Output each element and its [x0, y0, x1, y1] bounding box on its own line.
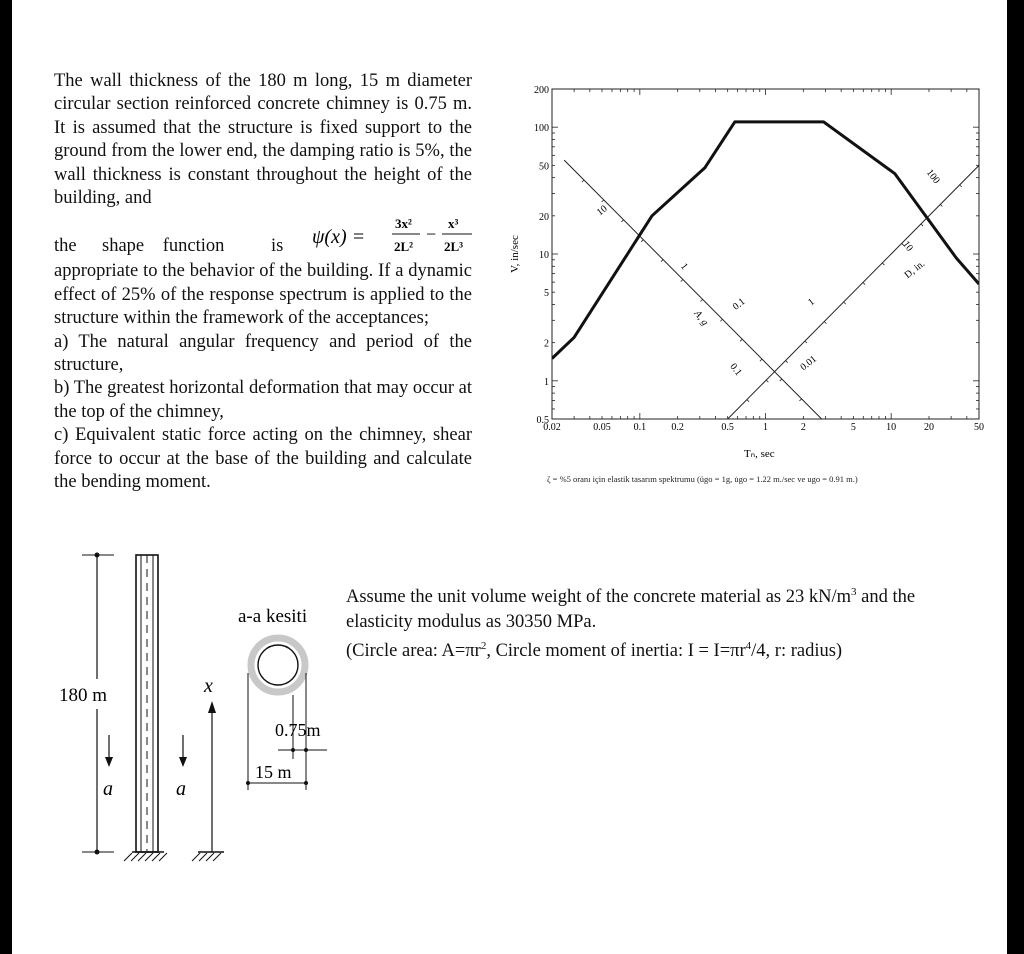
acceleration-axis-title: A, g	[691, 308, 711, 328]
shape-function-equation	[312, 210, 482, 260]
equation-t1-den: 2L²	[394, 239, 414, 255]
shape-function-line	[54, 210, 472, 260]
spectrum-curve	[552, 122, 979, 359]
assumption-2-text-mid: , Circle moment of inertia: I = I=πr	[486, 641, 746, 662]
acceleration-axis-tick	[602, 200, 604, 202]
x-tick-label: 2	[800, 422, 806, 433]
diameter-mark-right	[304, 781, 308, 785]
y-tick-label: 10	[539, 250, 549, 261]
section-label-a-left: a	[103, 778, 113, 800]
acceleration-axis-tick	[641, 240, 643, 242]
displacement-axis-tick	[805, 341, 807, 343]
x-tick-label: 20	[923, 422, 934, 433]
y-tick-label: 50	[539, 161, 549, 173]
question-c: c) Equivalent static force acting on the chimney, shear force to occur at the base of the building and calculate the bending moment.	[54, 425, 472, 493]
acceleration-axis-tick	[799, 399, 801, 401]
y-tick-label: 20	[539, 211, 549, 223]
thickness-label: 0.75m	[275, 720, 321, 740]
displacement-axis-tick	[844, 302, 846, 304]
diameter-label: 15 m	[255, 762, 292, 782]
displacement-axis-tick	[824, 322, 826, 324]
displacement-axis-tick	[960, 185, 962, 187]
equation-t2-num: x³	[448, 216, 459, 232]
shape-word-is: is	[271, 236, 284, 257]
section-label-a-right: a	[176, 778, 186, 800]
assumption-1-sup: 3	[851, 586, 857, 598]
acceleration-label-1: 1	[677, 261, 690, 273]
response-spectrum-chart	[492, 80, 992, 445]
y-tick-label: 0.5	[536, 415, 549, 426]
acceleration-axis-tick	[701, 299, 703, 301]
thickness-mark-1	[291, 748, 295, 752]
assumptions	[346, 580, 986, 664]
displacement-label-0.01: 0.01	[798, 353, 819, 374]
y-tick-label: 100	[534, 123, 549, 135]
problem-paragraph-2: appropriate to the behavior of the building. If a dynamic effect of 25% of the response spectrum is applied to the structure within the framework of the acceptances;	[54, 261, 472, 329]
displacement-axis-tick	[940, 204, 942, 206]
plot-frame	[552, 89, 979, 419]
problem-statement	[54, 70, 472, 495]
acceleration-axis-tick	[661, 260, 663, 262]
acceleration-axis-tick	[760, 359, 762, 361]
displacement-axis-tick	[786, 361, 788, 363]
y-tick-label: 1	[544, 376, 549, 388]
displacement-label-1: 1	[806, 296, 817, 309]
equation-t1-num: 3x²	[395, 216, 412, 232]
y-tick-label: 2	[544, 338, 549, 350]
x-tick-label: 1	[763, 422, 768, 433]
x-axis-label: x	[204, 675, 213, 697]
assumption-2-text-end: /4, r: radius)	[751, 641, 843, 662]
equation-lhs: ψ(x) =	[312, 226, 366, 249]
y-tick-label: 5	[544, 288, 549, 300]
equation-minus: −	[426, 224, 437, 245]
question-a: a) The natural angular frequency and period of the structure,	[54, 331, 472, 376]
x-tick-label: 0.5	[721, 422, 734, 433]
problem-paragraph-1: The wall thickness of the 180 m long, 15 m diameter circular section reinforced concrete chimney is 0.75 m. It is assumed that the structure is fixed support to the ground from the lower end, the damping ratio is 5%, the wall thickness is constant throughout the height of the building, and	[54, 71, 472, 209]
shape-word-the: the	[54, 236, 77, 257]
chimney-diagram	[52, 545, 342, 875]
acceleration-label-0.1: 0.1	[727, 361, 744, 379]
thickness-mark-2	[304, 748, 308, 752]
acceleration-axis-tick	[582, 180, 584, 182]
section-title: a-a kesiti	[238, 606, 308, 627]
x-axis-arrowhead	[208, 701, 216, 713]
x-tick-label: 5	[850, 422, 856, 433]
assumption-line-2	[346, 634, 986, 664]
equation-t2-den: 2L³	[444, 239, 464, 255]
chart-x-title: Tₙ, sec	[744, 448, 775, 460]
displacement-label-100: 100	[923, 167, 942, 187]
x-tick-label: 50	[974, 422, 984, 433]
diameter-mark-left	[246, 781, 250, 785]
y-axis-title: V, in/sec	[509, 235, 521, 273]
section-arrowhead-right	[179, 757, 187, 767]
displacement-axis-tick	[921, 224, 923, 226]
acceleration-label-10: 10	[594, 203, 610, 219]
displacement-axis-tick	[747, 400, 749, 402]
x-tick-label: 0.2	[671, 422, 684, 433]
shape-words: shape function	[102, 236, 225, 257]
assumption-2-sup-1: 2	[480, 640, 487, 653]
x-tick-label: 0.1	[633, 422, 647, 433]
acceleration-axis	[564, 160, 841, 439]
section-inner-circle	[258, 645, 298, 685]
page	[12, 0, 1007, 954]
x-tick-label: 0.02	[543, 422, 561, 433]
assumption-2-text: (Circle area: A=πr	[346, 641, 481, 662]
assumption-line-1	[346, 580, 986, 634]
acceleration-axis-tick	[720, 319, 722, 321]
displacement-axis-tick	[766, 380, 768, 382]
section-arrowhead-left	[105, 757, 113, 767]
displacement-axis-tick	[882, 263, 884, 265]
assumption-1-text: Assume the unit volume weight of the concrete material as 23 kN/m	[346, 587, 852, 608]
height-label: 180 m	[59, 685, 108, 706]
displacement-axis-tick	[863, 282, 865, 284]
displacement-label-10: 10	[900, 239, 915, 254]
y-tick-label: 200	[534, 85, 549, 96]
question-b: b) The greatest horizontal deformation that may occur at the top of the chimney,	[54, 378, 472, 422]
displacement-label-0.1-left: 0.1	[730, 296, 748, 313]
x-tick-label: 10	[886, 422, 897, 433]
assumption-1-text-end: and the elasticity modulus as 30350 MPa.	[346, 587, 916, 632]
chart-caption: ζ = %5 oranı için elastik tasarım spektrumu (ügo = 1g, u̇go = 1.22 m./sec ve ugo = 0.91 m.)	[547, 474, 858, 484]
acceleration-axis-tick	[681, 279, 683, 281]
acceleration-axis-tick	[740, 339, 742, 341]
assumption-2-sup-2: 4	[745, 640, 752, 653]
x-axis-fixed-support-hatch	[192, 853, 221, 861]
acceleration-axis-tick	[780, 379, 782, 381]
displacement-axis-title: D, in.	[902, 258, 928, 281]
x-tick-label: 0.05	[593, 422, 611, 433]
chimney-fixed-support-hatch	[124, 853, 167, 861]
acceleration-axis-tick	[621, 220, 623, 222]
